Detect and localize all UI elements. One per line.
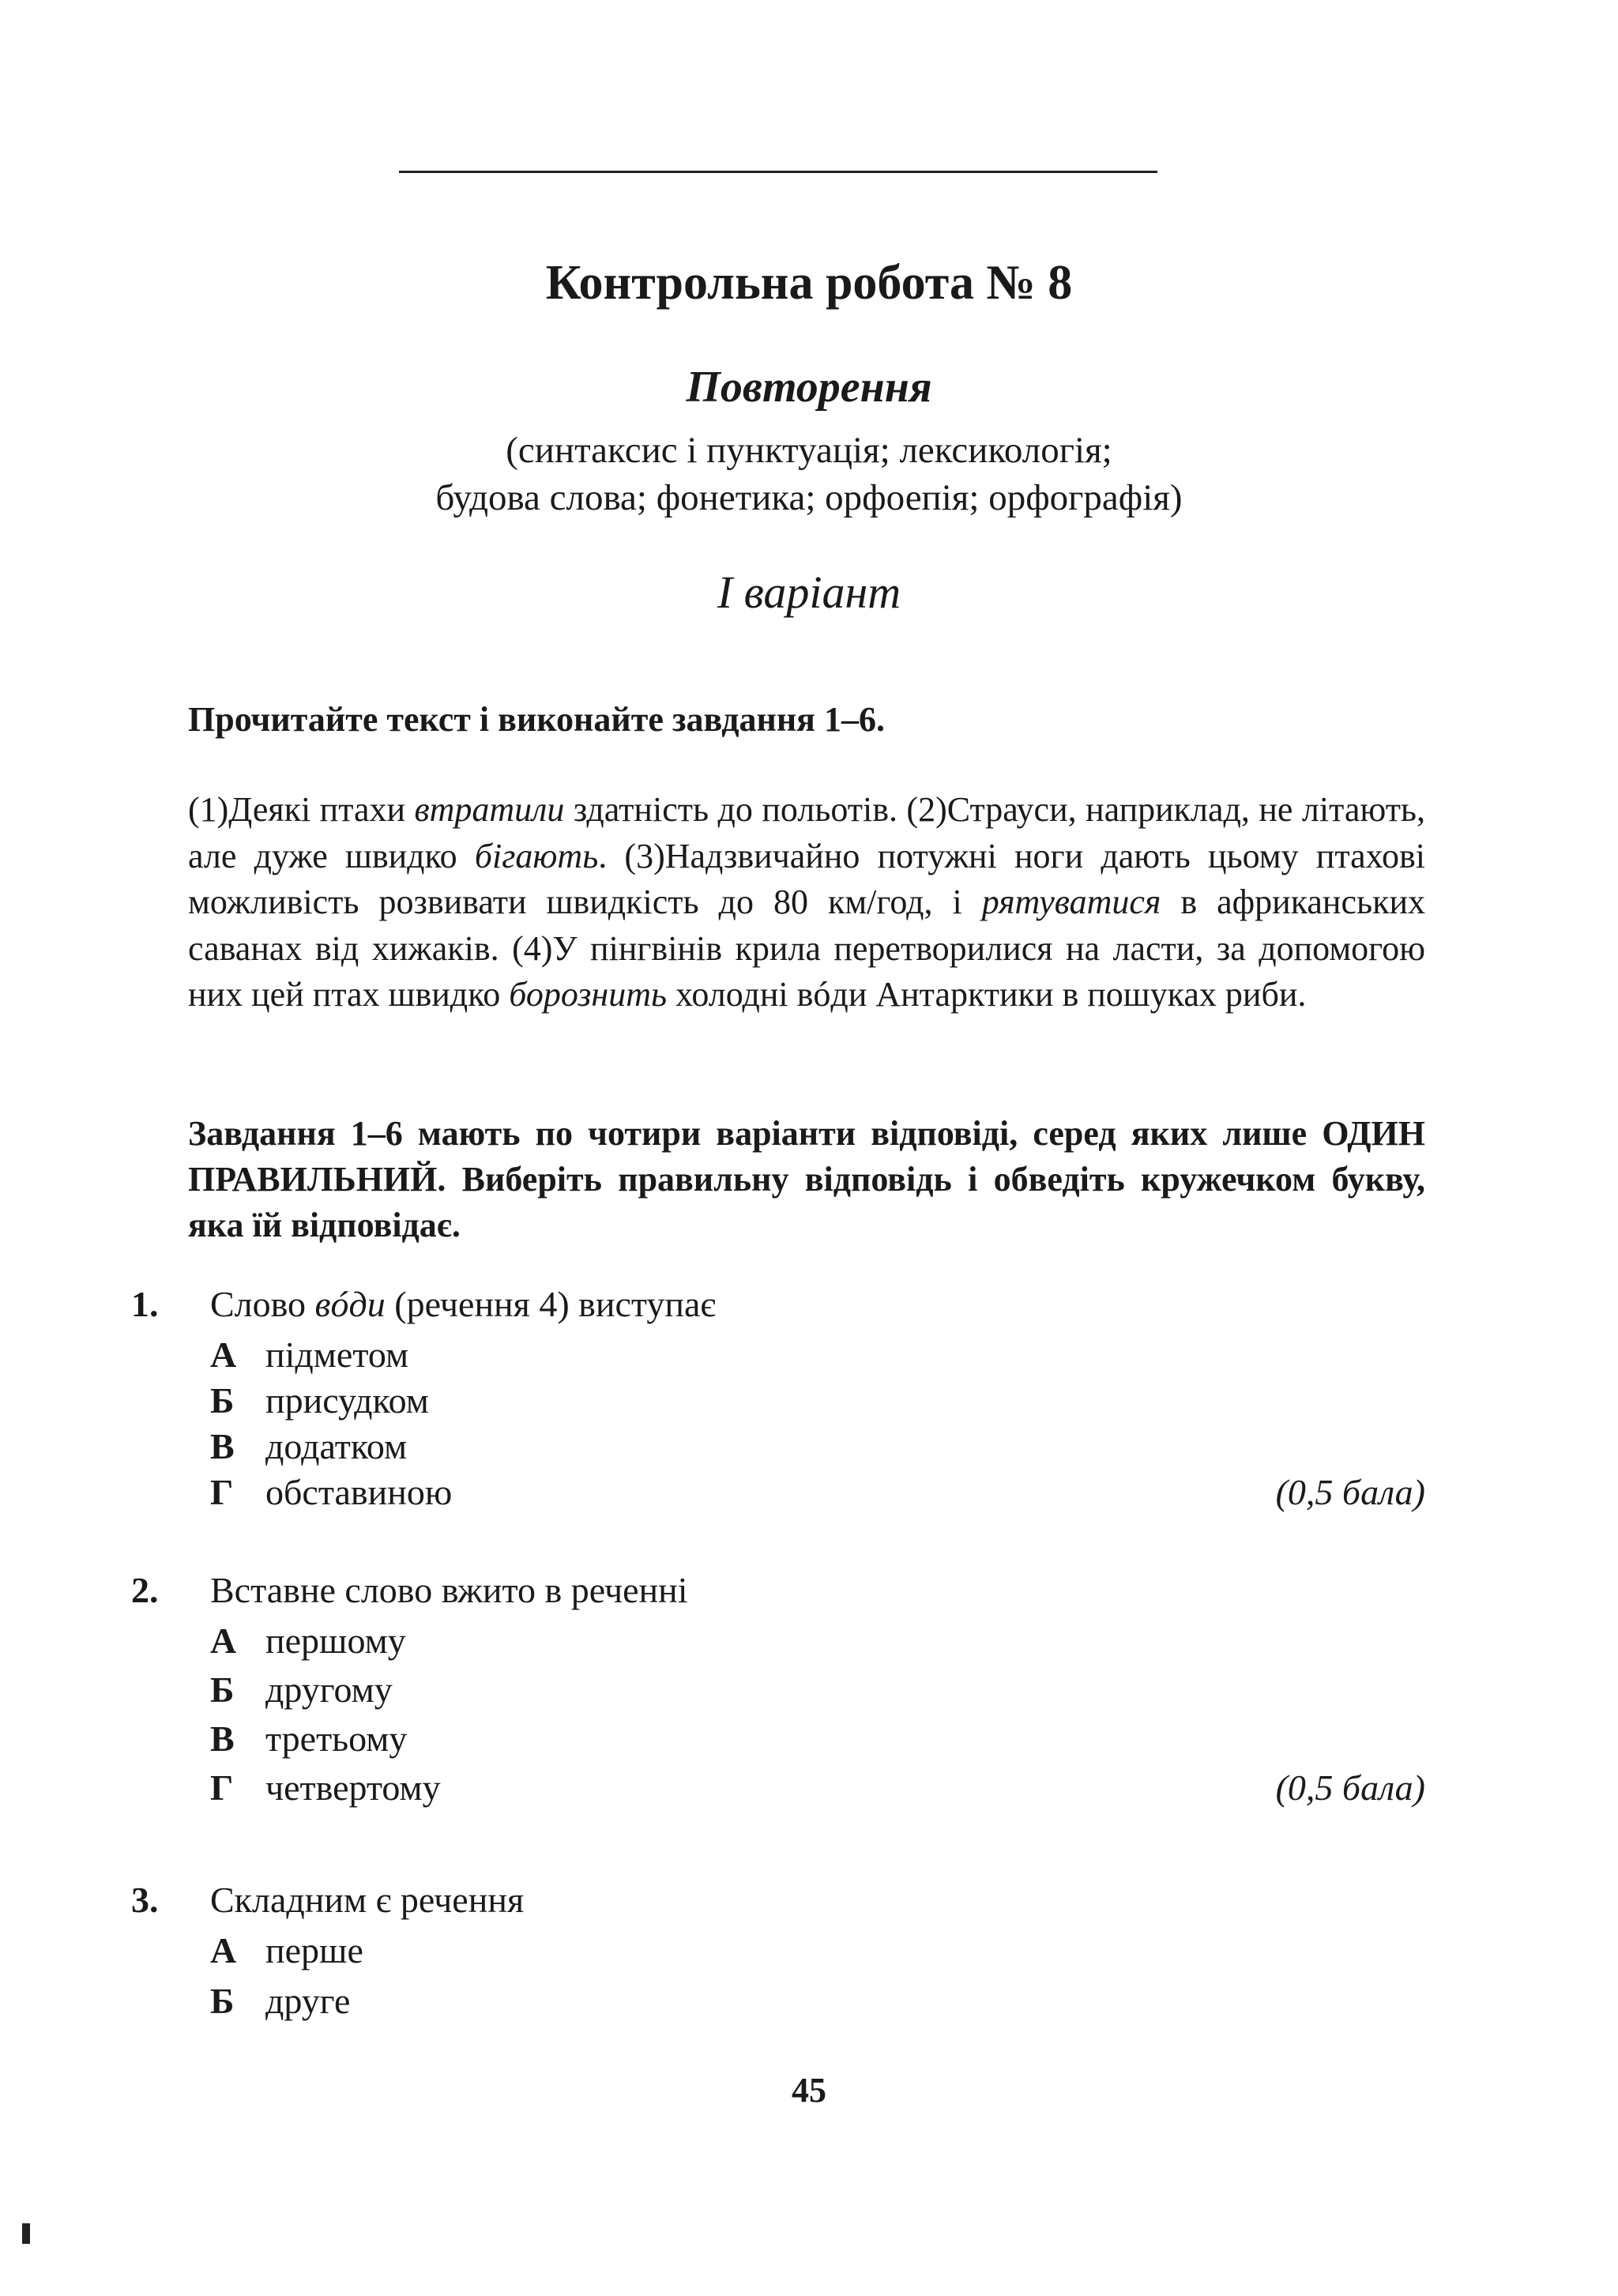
question-number: 1.	[131, 1284, 159, 1324]
reading-passage	[188, 787, 1425, 1018]
option-text: четвертому	[265, 1767, 441, 1808]
score-label: (0,5 бала)	[1275, 1472, 1425, 1512]
question-2	[131, 1568, 1425, 1812]
page-number: 45	[792, 2071, 826, 2110]
option-text: обставиною	[265, 1472, 453, 1512]
question-text-part: Слово	[210, 1284, 315, 1324]
option-letter: Б	[210, 1380, 235, 1421]
option-letter: Б	[210, 1669, 235, 1710]
question-number: 3.	[131, 1880, 159, 1920]
passage-part: холодні вóди Антарктики в пошуках риби.	[667, 975, 1307, 1014]
option-letter: А	[210, 1334, 237, 1375]
option-letter: Б	[210, 1981, 235, 2021]
task-instruction: Завдання 1–6 мають по чотири варіанти відповіді, серед яких лише ОДИН ПРАВИЛЬНИЙ. Виберіть правильну відповідь і обведіть кружечком букву, яка їй відповідає.	[188, 1114, 1425, 1244]
passage-emphasis: бігають	[474, 836, 599, 875]
passage-emphasis: рятуватися	[981, 883, 1161, 921]
passage-part: в африканських саванах від хижаків. (4)У пінгвінів крила перетворилися на ласти, за допомогою них цей птах швидко	[188, 883, 1425, 1014]
option-text: присудком	[265, 1380, 429, 1421]
option-letter: В	[210, 1718, 235, 1759]
page-title: Контрольна робота № 8	[545, 256, 1073, 310]
variant-heading: І варіант	[717, 566, 901, 618]
option-letter: Г	[210, 1767, 234, 1808]
topics-list	[0, 427, 1618, 521]
passage-part: здатність до польотів. (2)Страуси, наприклад, не літають, але дуже швидко	[188, 790, 1425, 875]
question-text-emphasis: вóди	[314, 1284, 386, 1324]
option-letter: А	[210, 1930, 237, 1970]
option-text: третьому	[265, 1718, 408, 1759]
option-letter: А	[210, 1620, 237, 1661]
passage-part: (1)Деякі птахи	[188, 790, 415, 829]
passage-emphasis: втратили	[414, 790, 565, 829]
option-text: підметом	[265, 1334, 409, 1375]
option-text: перше	[265, 1930, 363, 1970]
topics-line-1: (синтаксис і пунктуація; лексикологія;	[506, 430, 1112, 471]
question-3	[131, 1877, 1425, 2027]
option-text: додатком	[265, 1426, 408, 1466]
question-text: Вставне слово вжито в реченні	[210, 1570, 688, 1610]
topics-line-2: будова слова; фонетика; орфоепія; орфографія)	[435, 477, 1183, 518]
passage-part: . (3)Надзвичайно потужні ноги дають цьому птахові можливість розвивати швидкість до 80 км/год, і	[188, 836, 1425, 921]
option-text: першому	[265, 1620, 406, 1661]
option-text: друге	[265, 1981, 351, 2021]
scan-edge-mark	[22, 2223, 30, 2244]
top-divider	[399, 171, 1157, 173]
question-text-part: (речення 4) виступає	[385, 1284, 717, 1324]
reading-instruction: Прочитайте текст і виконайте завдання 1–6.	[188, 700, 885, 739]
option-text: другому	[265, 1669, 393, 1710]
question-1	[131, 1282, 1425, 1519]
passage-emphasis: борознить	[509, 975, 668, 1014]
option-letter: Г	[210, 1472, 234, 1512]
question-text	[210, 1282, 716, 1327]
question-text: Складним є речення	[210, 1880, 525, 1920]
score-label: (0,5 бала)	[1275, 1767, 1425, 1808]
option-letter: В	[210, 1426, 235, 1466]
question-number: 2.	[131, 1570, 159, 1610]
section-subtitle: Повторення	[686, 363, 932, 412]
